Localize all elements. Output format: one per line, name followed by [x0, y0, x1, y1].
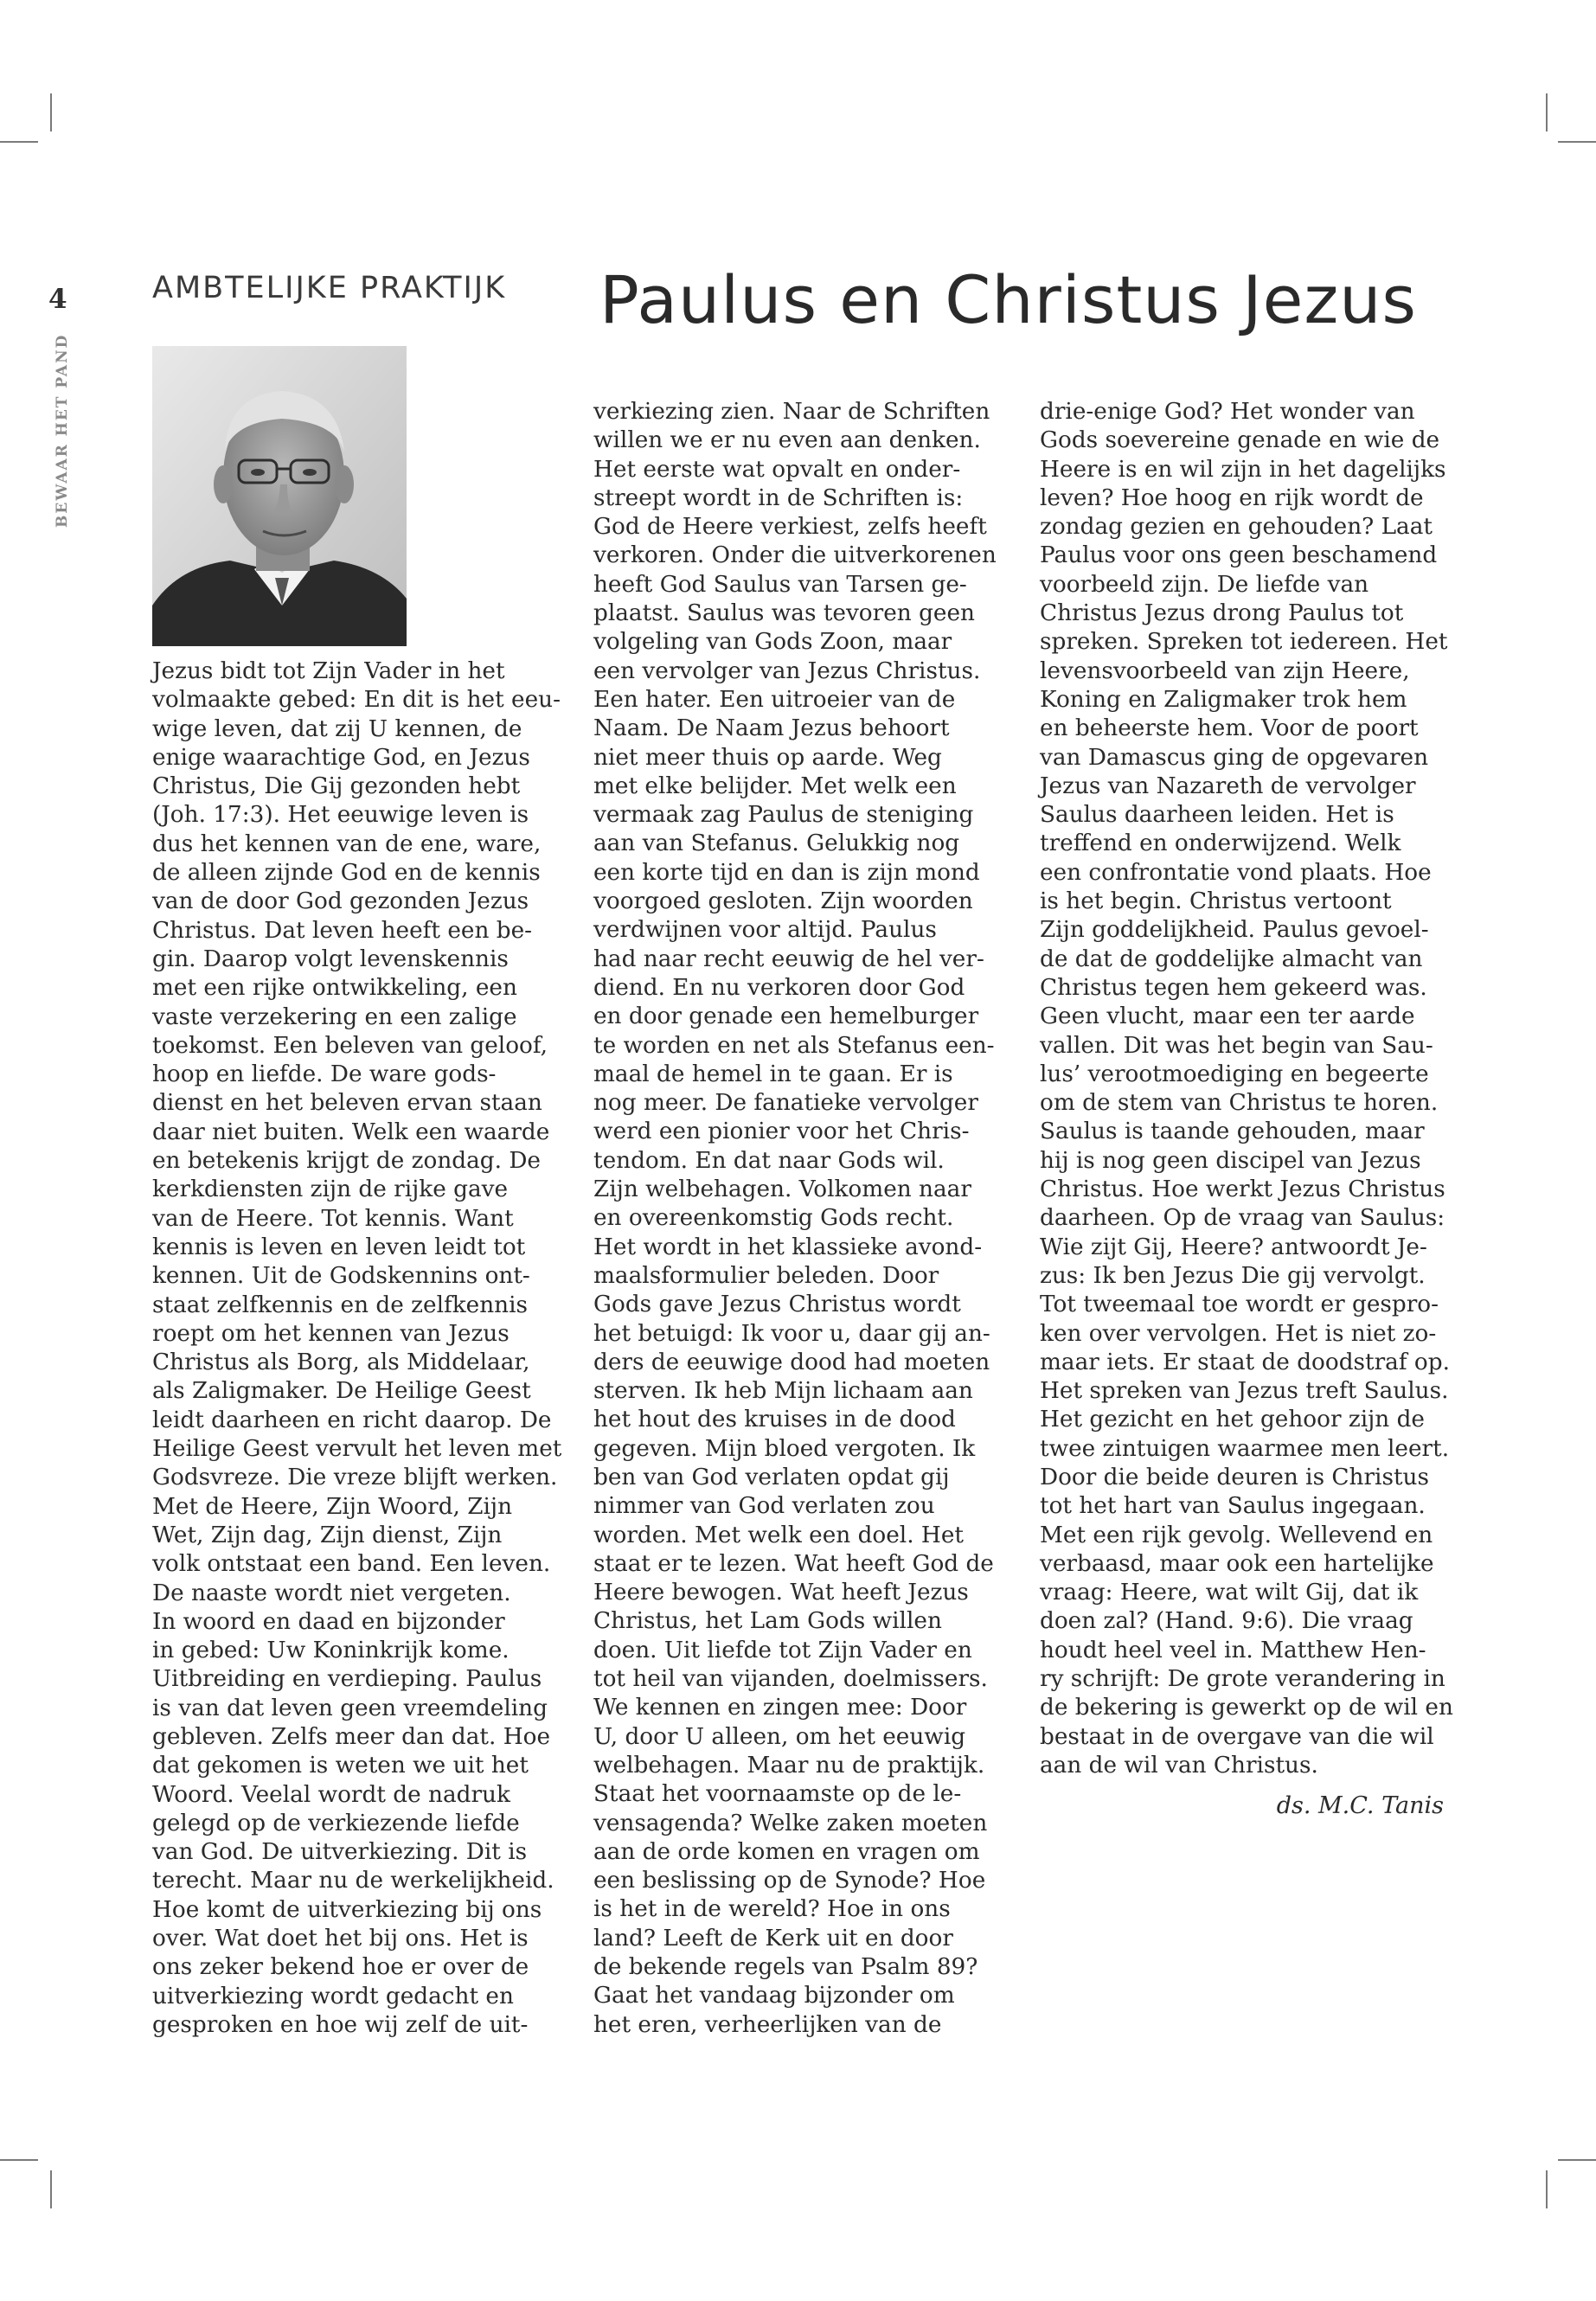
text-line: We kennen en zingen mee: Door: [593, 1695, 967, 1721]
text-line: Heere is en wil zijn in het dagelijks: [1040, 456, 1446, 483]
author-photo: [152, 346, 407, 646]
text-line: ons zeker bekend hoe er over de: [152, 1954, 529, 1981]
text-line: is het in de wereld? Hoe in ons: [593, 1896, 951, 1923]
text-line: spreken. Spreken tot iedereen. Het: [1040, 629, 1448, 656]
crop-mark: [1546, 93, 1548, 131]
crop-mark: [1546, 2170, 1548, 2208]
text-line: dus het kennen van de ene, ware,: [152, 830, 542, 857]
text-line: had naar recht eeuwig de hel ver-: [593, 945, 984, 972]
text-line: als Zaligmaker. De Heilige Geest: [152, 1378, 531, 1405]
text-line: ken over vervolgen. Het is niet zo-: [1040, 1320, 1437, 1347]
text-line: Naam. De Naam Jezus behoort: [593, 715, 950, 742]
text-line: U, door U alleen, om het eeuwig: [593, 1723, 966, 1750]
text-line: treffend en onderwijzend. Welk: [1040, 830, 1401, 857]
text-line: Een hater. Een uitroeier van de: [593, 686, 956, 713]
text-line: lus’ verootmoediging en begeerte: [1040, 1061, 1429, 1087]
text-line: de bekende regels van Psalm 89?: [593, 1954, 978, 1981]
text-line: Christus, het Lam Gods willen: [593, 1608, 942, 1635]
text-line: over. Wat doet het bij ons. Het is: [152, 1926, 529, 1952]
text-line: vaste verzekering en een zalige: [152, 1003, 517, 1030]
text-line: kennen. Uit de Godskennins ont-: [152, 1263, 530, 1290]
article-column-1: [152, 657, 561, 2040]
author-signature: ds. M.C. Tanis: [1276, 1792, 1444, 1819]
text-line: Jezus bidt tot Zijn Vader in het: [152, 658, 505, 684]
text-line: hij is nog geen discipel van Jezus: [1040, 1147, 1421, 1174]
text-line: vraag: Heere, wat wilt Gij, dat ik: [1040, 1580, 1419, 1606]
text-line: vensagenda? Welke zaken moeten: [593, 1810, 988, 1836]
text-line: Het eerste wat opvalt en onder-: [593, 456, 961, 483]
running-head: [47, 329, 81, 528]
text-line: Het spreken van Jezus treft Saulus.: [1040, 1378, 1449, 1405]
page-number: 4: [48, 284, 67, 315]
text-line: roept om het kennen van Jezus: [152, 1320, 510, 1347]
text-line: een confrontatie vond plaats. Hoe: [1040, 859, 1432, 886]
text-line: tot heil van vijanden, doelmissers.: [593, 1666, 988, 1693]
text-line: tot het hart van Saulus ingegaan.: [1040, 1493, 1426, 1520]
text-line: Zijn welbehagen. Volkomen naar: [593, 1176, 971, 1203]
text-line: heeft God Saulus van Tarsen ge-: [593, 571, 967, 598]
text-line: De naaste wordt niet vergeten.: [152, 1580, 511, 1606]
text-line: Het gezicht en het gehoor zijn de: [1040, 1407, 1425, 1433]
text-line: ry schrijft: De grote verandering in: [1040, 1666, 1445, 1693]
text-line: van God. De uitverkiezing. Dit is: [152, 1839, 528, 1866]
text-line: gesproken en hoe wij zelf de uit-: [152, 2011, 529, 2038]
crop-mark: [0, 2159, 38, 2161]
text-line: verdwijnen voor altijd. Paulus: [593, 917, 937, 944]
text-line: kennis is leven en leven leidt tot: [152, 1234, 526, 1260]
text-line: Paulus voor ons geen beschamend: [1040, 542, 1438, 569]
text-line: leidt daarheen en richt daarop. De: [152, 1407, 552, 1433]
text-line: te worden en net als Stefanus een-: [593, 1032, 995, 1059]
text-line: staat zelfkennis en de zelfkennis: [152, 1292, 528, 1318]
text-line: land? Leeft de Kerk uit en door: [593, 1925, 953, 1952]
text-line: van de door God gezonden Jezus: [152, 888, 529, 915]
text-line: voorbeeld zijn. De liefde van: [1040, 571, 1369, 598]
text-line: nimmer van God verlaten zou: [593, 1493, 935, 1520]
text-line: Koning en Zaligmaker trok hem: [1040, 686, 1407, 713]
crop-mark: [0, 141, 38, 143]
text-line: om de stem van Christus te horen.: [1040, 1090, 1439, 1117]
crop-mark: [1558, 141, 1596, 143]
text-line: enige waarachtige God, en Jezus: [152, 744, 530, 771]
text-line: (Joh. 17:3). Het eeuwige leven is: [152, 802, 529, 829]
text-line: Woord. Veelal wordt de nadruk: [152, 1781, 510, 1808]
text-line: Godsvreze. Die vreze blijft werken.: [152, 1465, 558, 1491]
text-line: maar iets. Er staat de doodstraf op.: [1040, 1349, 1450, 1375]
text-line: gin. Daarop volgt levenskennis: [152, 945, 509, 972]
text-line: niet meer thuis op aarde. Weg: [593, 744, 942, 771]
text-line: terecht. Maar nu de werkelijkheid.: [152, 1868, 554, 1894]
text-line: doen. Uit liefde tot Zijn Vader en: [593, 1637, 972, 1663]
text-line: toekomst. Een beleven van geloof,: [152, 1032, 548, 1059]
text-line: Heere bewogen. Wat heeft Jezus: [593, 1580, 969, 1606]
text-line: nog meer. De fanatieke vervolger: [593, 1090, 978, 1117]
text-line: wige leven, dat zij U kennen, de: [152, 715, 522, 742]
text-line: gelegd op de verkiezende liefde: [152, 1810, 520, 1836]
text-line: verbaasd, maar ook een hartelijke: [1040, 1550, 1434, 1577]
text-line: doen zal? (Hand. 9:6). Die vraag: [1040, 1608, 1413, 1635]
text-line: aan de orde komen en vragen om: [593, 1838, 980, 1865]
article-column-3: [1040, 398, 1453, 1780]
text-line: willen we er nu even aan denken.: [593, 427, 981, 454]
text-line: dat gekomen is weten we uit het: [152, 1753, 529, 1779]
text-line: Christus. Hoe werkt Jezus Christus: [1040, 1176, 1445, 1203]
article-column-2: [593, 398, 997, 2040]
running-head-text: BEWAAR HET PAND: [54, 333, 71, 528]
text-line: Zijn goddelijkheid. Paulus gevoel-: [1040, 917, 1429, 944]
text-line: een vervolger van Jezus Christus.: [593, 657, 981, 684]
text-line: de bekering is gewerkt op de wil en: [1040, 1695, 1453, 1721]
text-line: werd een pionier voor het Chris-: [593, 1118, 970, 1145]
text-line: en beheerste hem. Voor de poort: [1040, 715, 1419, 742]
text-line: drie-enige God? Het wonder van: [1040, 399, 1415, 425]
text-line: daarheen. Op de vraag van Saulus:: [1040, 1205, 1445, 1232]
text-line: een korte tijd en dan is zijn mond: [593, 859, 980, 886]
text-line: is het begin. Christus vertoont: [1040, 888, 1392, 915]
text-line: ben van God verlaten opdat gij: [593, 1464, 950, 1490]
text-line: van Damascus ging de opgevaren: [1040, 744, 1429, 771]
text-line: Uitbreiding en verdieping. Paulus: [152, 1666, 542, 1693]
text-line: Christus Jezus drong Paulus tot: [1040, 600, 1404, 627]
text-line: het hout des kruises in de dood: [593, 1407, 956, 1433]
text-line: Met de Heere, Zijn Woord, Zijn: [152, 1493, 513, 1520]
text-line: met een rijke ontwikkeling, een: [152, 975, 517, 1002]
text-line: Christus, Die Gij gezonden hebt: [152, 773, 521, 800]
text-line: Tot tweemaal toe wordt er gespro-: [1040, 1292, 1439, 1318]
text-line: Wie zijt Gij, Heere? antwoordt Je-: [1040, 1234, 1427, 1260]
text-line: Staat het voornaamste op de le-: [593, 1781, 962, 1808]
text-line: hoop en liefde. De ware gods-: [152, 1061, 497, 1088]
text-line: Gods gave Jezus Christus wordt: [593, 1292, 961, 1318]
text-line: twee zintuigen waarmee men leert.: [1040, 1435, 1450, 1462]
text-line: de alleen zijnde God en de kennis: [152, 860, 541, 887]
text-line: bestaat in de overgave van die wil: [1040, 1723, 1434, 1750]
text-line: ders de eeuwige dood had moeten: [593, 1349, 990, 1375]
text-line: en betekenis krijgt de zondag. De: [152, 1148, 541, 1175]
text-line: Heilige Geest vervult het leven met: [152, 1436, 562, 1463]
text-line: daar niet buiten. Welk een waarde: [152, 1118, 550, 1145]
text-line: God de Heere verkiest, zelfs heeft: [593, 514, 987, 541]
text-line: houdt heel veel in. Matthew Hen-: [1040, 1637, 1426, 1663]
text-line: In woord en daad en bijzonder: [152, 1608, 505, 1635]
text-line: vallen. Dit was het begin van Sau-: [1040, 1032, 1433, 1059]
text-line: een beslissing op de Synode? Hoe: [593, 1868, 986, 1894]
text-line: kerkdiensten zijn de rijke gave: [152, 1176, 509, 1203]
text-line: is van dat leven geen vreemdeling: [152, 1695, 548, 1721]
text-line: streept wordt in de Schriften is:: [593, 484, 964, 511]
text-line: Door die beide deuren is Christus: [1040, 1464, 1429, 1490]
text-line: dienst en het beleven ervan staan: [152, 1090, 542, 1117]
text-line: welbehagen. Maar nu de praktijk.: [593, 1752, 985, 1779]
text-line: sterven. Ik heb Mijn lichaam aan: [593, 1378, 973, 1405]
text-line: worden. Met welk een doel. Het: [593, 1522, 964, 1548]
article-title: Paulus en Christus Jezus: [599, 261, 1418, 338]
text-line: maal de hemel in te gaan. Er is: [593, 1061, 953, 1087]
text-line: in gebed: Uw Koninkrijk kome.: [152, 1638, 510, 1664]
text-line: uitverkiezing wordt gedacht en: [152, 1983, 514, 2009]
text-line: zondag gezien en gehouden? Laat: [1040, 514, 1433, 541]
text-line: Saulus is taande gehouden, maar: [1040, 1118, 1425, 1145]
text-line: levensvoorbeeld van zijn Heere,: [1040, 657, 1410, 684]
text-line: Christus tegen hem gekeerd was.: [1040, 974, 1427, 1001]
text-line: Het wordt in het klassieke avond-: [593, 1234, 983, 1260]
text-line: van de Heere. Tot kennis. Want: [152, 1205, 514, 1232]
text-line: aan van Stefanus. Gelukkig nog: [593, 830, 960, 857]
text-line: volk ontstaat een band. Een leven.: [152, 1551, 551, 1578]
text-line: staat er te lezen. Wat heeft God de: [593, 1550, 994, 1577]
text-line: Saulus daarheen leiden. Het is: [1040, 802, 1394, 829]
text-line: gebleven. Zelfs meer dan dat. Hoe: [152, 1723, 551, 1750]
text-line: Christus. Dat leven heeft een be-: [152, 917, 533, 944]
crop-mark: [50, 93, 52, 131]
text-line: verkiezing zien. Naar de Schriften: [593, 399, 990, 425]
text-line: tendom. En dat naar Gods wil.: [593, 1147, 945, 1174]
text-line: zus: Ik ben Jezus Die gij vervolgt.: [1040, 1262, 1426, 1289]
text-line: de dat de goddelijke almacht van: [1040, 945, 1423, 972]
text-line: vermaak zag Paulus de steniging: [593, 802, 974, 829]
text-line: Hoe komt de uitverkiezing bij ons: [152, 1896, 542, 1923]
text-line: Jezus van Nazareth de vervolger: [1040, 772, 1416, 799]
text-line: plaatst. Saulus was tevoren geen: [593, 600, 975, 627]
crop-mark: [50, 2170, 52, 2208]
text-line: en door genade een hemelburger: [593, 1003, 979, 1030]
text-line: en overeenkomstig Gods recht.: [593, 1205, 954, 1232]
text-line: Wet, Zijn dag, Zijn dienst, Zijn: [152, 1522, 503, 1548]
text-line: maalsformulier beleden. Door: [593, 1262, 939, 1289]
text-line: Geen vlucht, maar een ter aarde: [1040, 1003, 1415, 1030]
text-line: verkoren. Onder die uitverkorenen: [593, 542, 997, 569]
text-line: leven? Hoe hoog en rijk wordt de: [1040, 484, 1424, 511]
text-line: Gods soevereine genade en wie de: [1040, 427, 1440, 454]
text-line: Gaat het vandaag bijzonder om: [593, 1983, 955, 2009]
text-line: gegeven. Mijn bloed vergoten. Ik: [593, 1435, 976, 1462]
text-line: voorgoed gesloten. Zijn woorden: [593, 888, 973, 915]
text-line: het eren, verheerlijken van de: [593, 2011, 942, 2038]
text-line: diend. En nu verkoren door God: [593, 974, 965, 1001]
text-line: aan de wil van Christus.: [1040, 1752, 1318, 1779]
text-line: Christus als Borg, als Middelaar,: [152, 1349, 530, 1376]
text-line: Met een rijk gevolg. Wellevend en: [1040, 1522, 1433, 1548]
text-line: volmaakte gebed: En dit is het eeu-: [152, 687, 561, 714]
section-label: AMBTELIJKE PRAKTIJK: [152, 271, 507, 305]
text-line: volgeling van Gods Zoon, maar: [593, 629, 952, 656]
text-line: met elke belijder. Met welk een: [593, 772, 957, 799]
text-line: het betuigd: Ik voor u, daar gij an-: [593, 1320, 990, 1347]
crop-mark: [1558, 2159, 1596, 2161]
